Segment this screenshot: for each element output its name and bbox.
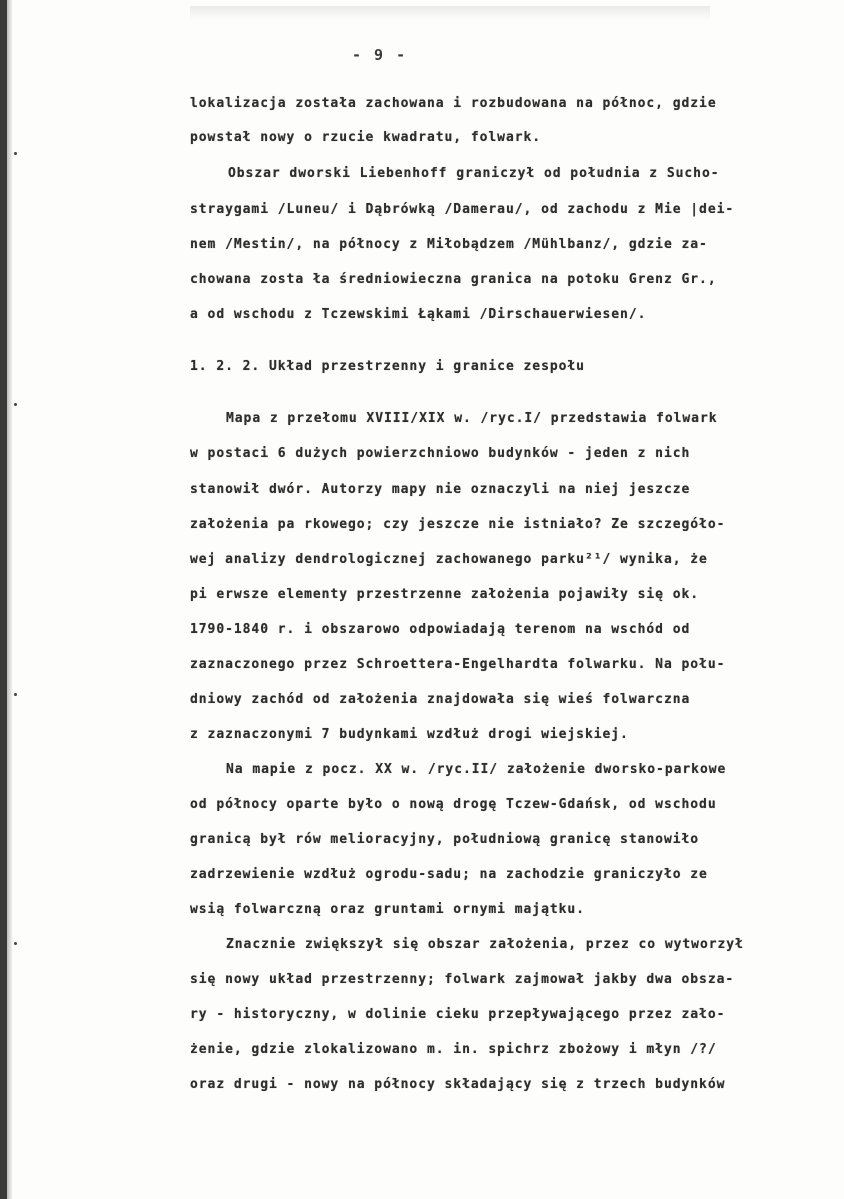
text-line: wsią folwarczną oraz gruntami ornymi majątku. (190, 902, 585, 917)
text-line: 1790-1840 r. i obszarowo odpowiadają terenom na wschód od (190, 622, 691, 637)
margin-mark (14, 693, 17, 696)
text-line: Obszar dworski Liebenhoff graniczył od południa z Sucho- (228, 166, 720, 181)
scan-binding-edge (0, 0, 7, 1199)
text-line: granicą był rów melioracyjny, południową granicę stanowiło (190, 832, 700, 847)
text-line: z zaznaczonymi 7 budynkami wzdłuż drogi wiejskiej. (190, 727, 629, 742)
text-line: ry - historyczny, w dolinie cieku przepływającego przez zało- (190, 1007, 726, 1022)
text-line: Mapa z przełomu XVIII/XIX w. /ryc.I/ przedstawia folwark (226, 411, 718, 426)
text-line: straygami /Luneu/ i Dąbrówką /Damerau/, od zachodu z Mie |dei- (190, 202, 735, 217)
text-line: żenie, gdzie zlokalizowano m. in. spichrz zbożowy i młyn /?/ (190, 1042, 717, 1057)
text-line: zadrzewienie wzdłuż ogrodu-sadu; na zachodzie graniczyło ze (190, 867, 708, 882)
text-line: zaznaczonego przez Schroettera-Engelhardta folwarku. Na połu- (190, 657, 726, 672)
margin-mark (14, 152, 17, 155)
text-line: chowana zosta ła średniowieczna granica na potoku Grenz Gr., (190, 272, 717, 287)
text-line: stanowił dwór. Autorzy mapy nie oznaczyli na niej jeszcze (190, 482, 691, 497)
page-number: - 9 - (352, 46, 408, 64)
scan-bleed-through (190, 6, 710, 20)
text-line: lokalizacja została zachowana i rozbudowana na północ, gdzie (190, 96, 717, 111)
text-line: w postaci 6 dużych powierzchniowo budynków - jeden z nich (190, 446, 691, 461)
section-heading: 1. 2. 2. Układ przestrzenny i granice zespołu (190, 359, 585, 374)
text-line: się nowy układ przestrzenny; folwark zajmował jakby dwa obsza- (190, 972, 735, 987)
text-line: Na mapie z pocz. XX w. /ryc.II/ założenie dworsko-parkowe (226, 762, 727, 777)
text-line: powstał nowy o rzucie kwadratu, folwark. (190, 130, 542, 145)
text-line: a od wschodu z Tczewskimi Łąkami /Dirschauerwiesen/. (190, 307, 647, 322)
text-line: wej analizy dendrologicznej zachowanego parku²¹/ wynika, że (190, 552, 708, 567)
text-line: dniowy zachód od założenia znajdowała się wieś folwarczna (190, 692, 691, 707)
text-line: oraz drugi - nowy na północy składający się z trzech budynków (190, 1077, 726, 1092)
text-line: pi erwsze elementy przestrzenne założenia pojawiły się ok. (190, 587, 700, 602)
margin-mark (14, 403, 17, 406)
text-line: nem /Mestin/, na północy z Miłobądzem /Mühlbanz/, gdzie za- (190, 237, 708, 252)
text-line: od północy oparte było o nową drogę Tczew-Gdańsk, od wschodu (190, 797, 717, 812)
margin-mark (14, 942, 17, 945)
scan-edge-shadow (7, 0, 13, 1199)
text-line: Znacznie zwiększył się obszar założenia, przez co wytworzył (226, 937, 744, 952)
text-line: założenia pa rkowego; czy jeszcze nie istniało? Ze szczegóło- (190, 517, 726, 532)
